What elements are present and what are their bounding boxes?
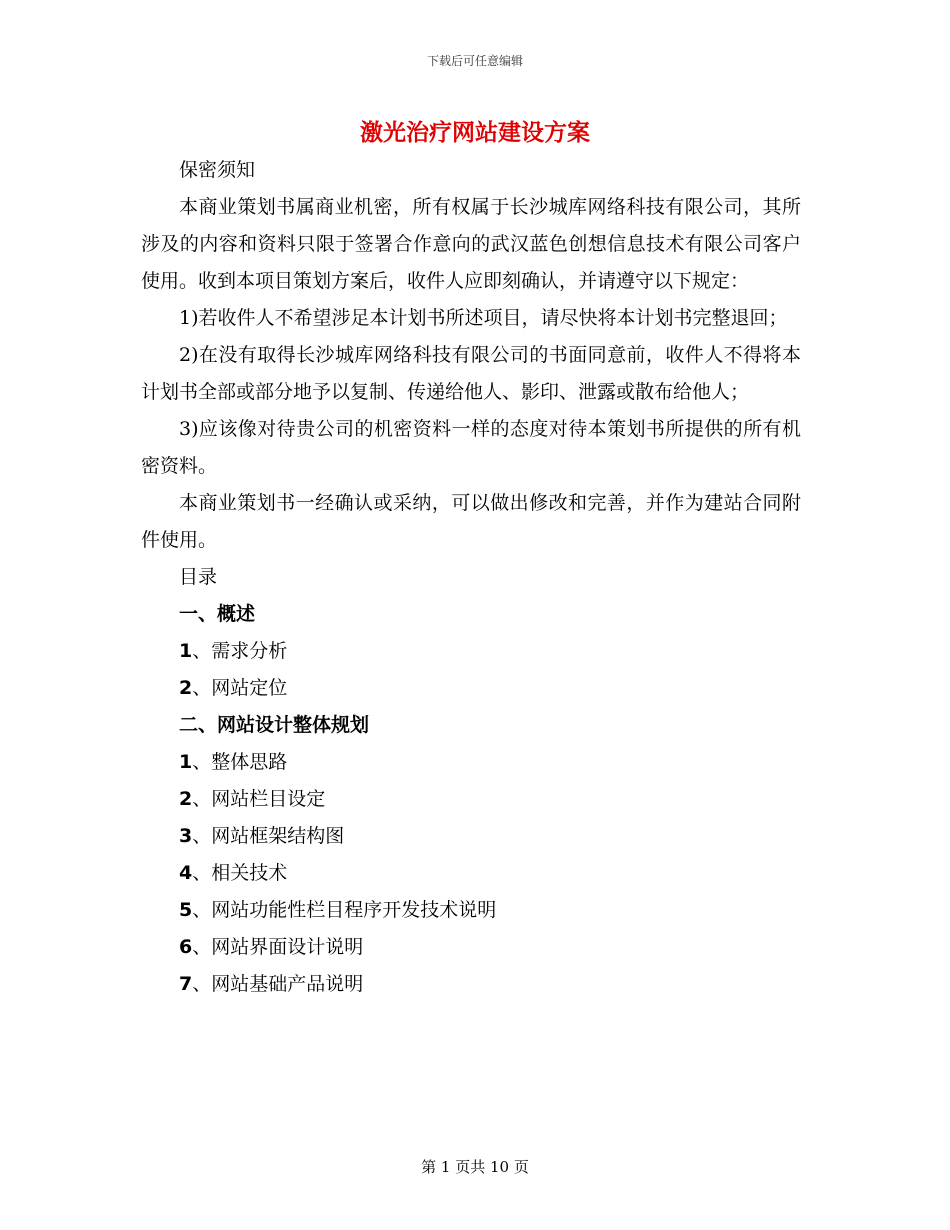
toc-item [141, 855, 801, 892]
toc-item-label: 、网站界面设计说明 [192, 936, 364, 958]
toc-section-2: 二、网站设计整体规划 [179, 714, 370, 736]
notice-closing: 本商业策划书一经确认或采纳，可以做出修改和完善，并作为建站合同附件使用。 [141, 492, 801, 551]
toc-item-number: 1 [179, 640, 193, 662]
notice-heading: 保密须知 [179, 159, 256, 181]
toc-item [141, 670, 801, 707]
toc-item-number: 2 [179, 788, 193, 810]
notice-rule-2: 2)在没有取得长沙城库网络科技有限公司的书面同意前，收件人不得将本计划书全部或部分地予以复制、传递给他人、影印、泄露或散布给他人； [141, 344, 801, 403]
toc-heading: 目录 [179, 566, 218, 588]
toc-item-label: 、网站框架结构图 [192, 825, 345, 847]
toc-item-label: 、整体思路 [192, 751, 288, 773]
toc-item-label: 、网站栏目设定 [192, 788, 326, 810]
toc-item-number: 2 [179, 677, 193, 699]
page-header: 下载后可任意编辑 [426, 54, 523, 68]
toc-item [141, 929, 801, 966]
document-title: 激光治疗网站建设方案 [360, 120, 590, 146]
notice-rule-3: 3)应该像对待贵公司的机密资料一样的态度对待本策划书所提供的所有机密资料。 [141, 418, 801, 477]
notice-paragraph: 本商业策划书属商业机密，所有权属于长沙城库网络科技有限公司，其所涉及的内容和资料只限于签署合作意向的武汉蓝色创想信息技术有限公司客户使用。收到本项目策划方案后，收件人应即刻确认，并请遵守以下规定： [141, 196, 801, 292]
toc-item [141, 633, 801, 670]
toc-item-number: 1 [179, 751, 193, 773]
toc-item [141, 744, 801, 781]
toc-item [141, 966, 801, 1003]
toc-item-number: 7 [179, 973, 193, 995]
toc-item-label: 、网站功能性栏目程序开发技术说明 [192, 899, 497, 921]
toc-item [141, 818, 801, 855]
toc-item [141, 892, 801, 929]
page-footer: 第 1 页共 10 页 [421, 1158, 529, 1176]
toc-item-label: 、相关技术 [192, 862, 288, 884]
notice-rule-1: 1)若收件人不希望涉足本计划书所述项目，请尽快将本计划书完整退回； [179, 307, 788, 329]
toc-item-label: 、网站基础产品说明 [192, 973, 364, 995]
toc-item [141, 781, 801, 818]
toc-item-number: 6 [179, 936, 193, 958]
document-body [141, 152, 801, 1003]
toc-item-label: 、需求分析 [192, 640, 288, 662]
toc-item-number: 3 [179, 825, 193, 847]
toc-item-label: 、网站定位 [192, 677, 288, 699]
toc-item-number: 5 [179, 899, 193, 921]
toc-section-1: 一、概述 [179, 603, 256, 625]
toc-item-number: 4 [179, 862, 193, 884]
